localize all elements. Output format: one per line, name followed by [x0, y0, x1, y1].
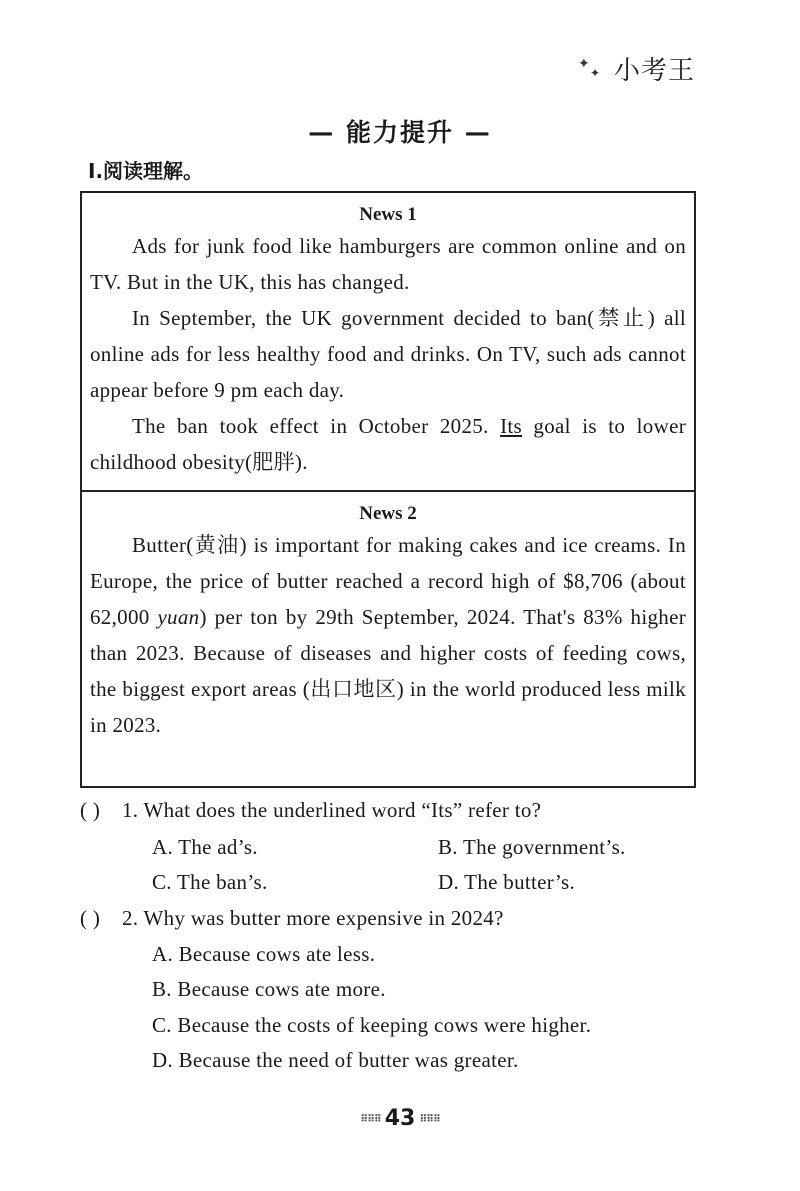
page-number: 43 — [384, 1106, 416, 1131]
question-1-option-b[interactable]: B. The government’s. — [438, 835, 626, 859]
part-heading: Ⅰ.阅读理解。 — [88, 159, 204, 183]
news-2-paragraph-1-start: Butter(黄油) is important for making cakes and ice creams. In Europe, the price of butter reached a record high of $8,706 (about 62,000 — [90, 533, 686, 629]
news-box — [80, 191, 696, 788]
news-2-italic-yuan: yuan — [157, 605, 200, 629]
answer-blank-1[interactable]: ( ) — [80, 798, 101, 822]
question-1-number: 1. — [122, 798, 139, 822]
question-2-option-d[interactable]: D. Because the need of butter was greater. — [152, 1048, 519, 1072]
brand-name: 小考王 — [613, 56, 695, 86]
question-2-text: Why was butter more expensive in 2024? — [143, 906, 504, 930]
question-1-option-a[interactable]: A. The ad’s. — [152, 835, 258, 859]
news-1-title: News 1 — [359, 204, 417, 225]
section-title: — 能力提升 — — [308, 118, 492, 147]
header-brand — [578, 50, 695, 87]
news-1-paragraph-3 — [90, 408, 686, 480]
dots-right-decoration: ⠿⠿⠿ — [419, 1113, 440, 1125]
page-number-footer — [0, 1106, 800, 1131]
news-2-paragraph-1 — [90, 527, 686, 743]
question-2-option-a[interactable]: A. Because cows ate less. — [152, 942, 376, 966]
sparkle-icon: ✦ ✦ — [577, 55, 601, 80]
answer-blank-2[interactable]: ( ) — [80, 906, 101, 930]
news-2-section — [82, 490, 694, 786]
dots-left-decoration: ⠿⠿⠿ — [360, 1113, 381, 1125]
question-2-number: 2. — [122, 906, 139, 930]
news-2-paragraph-1-end: ) per ton by 29th September, 2024. That's 83% higher than 2023. Because of diseases and higher costs of feeding cows, the biggest export areas (出口地区) in the world produced less milk in 2023. — [90, 605, 686, 737]
question-1-text: What does the underlined word “Its” refer to? — [143, 798, 542, 822]
news-1-section — [82, 193, 694, 490]
question-2-option-b[interactable]: B. Because cows ate more. — [152, 977, 386, 1001]
question-1 — [80, 796, 541, 824]
question-2 — [80, 904, 504, 932]
news-2-title: News 2 — [359, 503, 417, 524]
question-2-option-c[interactable]: C. Because the costs of keeping cows were higher. — [152, 1013, 592, 1037]
question-1-option-d[interactable]: D. The butter’s. — [438, 870, 576, 894]
question-1-option-c[interactable]: C. The ban’s. — [152, 870, 268, 894]
news-1-paragraph-3-end: goal is to lower childhood obesity(肥胖). — [90, 414, 686, 474]
news-1-paragraph-1: Ads for junk food like hamburgers are common online and on TV. But in the UK, this has changed. — [90, 234, 686, 294]
news-1-paragraph-3-start: The ban took effect in October 2025. — [132, 414, 501, 438]
underlined-word-its: Its — [500, 414, 522, 438]
news-1-paragraph-2: In September, the UK government decided to ban(禁止) all online ads for less healthy food and drinks. On TV, such ads cannot appear before 9 pm each day. — [90, 306, 686, 402]
